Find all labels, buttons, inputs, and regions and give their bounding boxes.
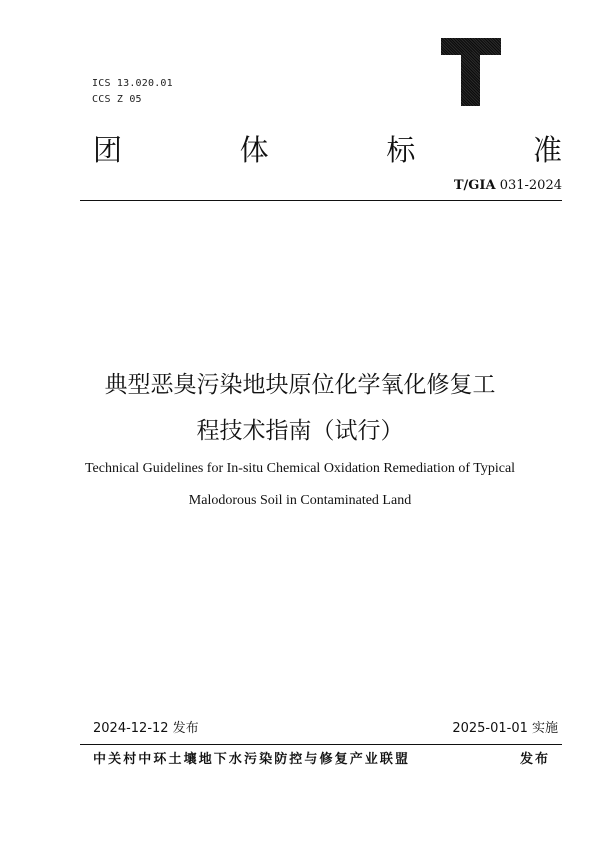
group-standard-t-logo: [441, 38, 501, 106]
implement-date: 2025-01-01 实施: [452, 721, 558, 736]
logo-t-stem: [461, 52, 480, 106]
standard-number-value: 031-2024: [499, 178, 562, 193]
standard-type-char: 体: [239, 133, 270, 167]
publish-date: 2024-12-12 发布: [93, 721, 199, 736]
header-divider: [80, 200, 562, 201]
ccs-code: CCS Z 05: [92, 94, 142, 105]
standard-type-char: 团: [93, 133, 124, 167]
date-row: [93, 720, 558, 738]
footer-divider: [80, 744, 562, 745]
publisher-organization: 中关村中环土壤地下水污染防控与修复产业联盟: [93, 752, 411, 767]
classification-codes: [92, 76, 173, 108]
english-title-line-1: Technical Guidelines for In-situ Chemical Oxidation Remediation of Typical: [84, 461, 516, 476]
chinese-title-line-1: 典型恶臭污染地块原位化学氧化修复工: [104, 372, 496, 398]
standard-type-char: 标: [386, 133, 417, 167]
english-title: [40, 453, 560, 517]
english-title-line-2: Malodorous Soil in Contaminated Land: [188, 493, 412, 508]
standard-number-prefix: T/GIA: [453, 178, 496, 193]
standard-number: [454, 178, 562, 194]
publisher-row: [93, 750, 550, 770]
standard-type-heading: [93, 132, 563, 168]
standard-type-char: 准: [532, 133, 563, 167]
publisher-action: 发布: [519, 752, 550, 767]
chinese-title-line-2: 程技术指南（试行）: [196, 418, 404, 444]
chinese-title: [60, 362, 540, 454]
ics-code: ICS 13.020.01: [92, 78, 173, 89]
